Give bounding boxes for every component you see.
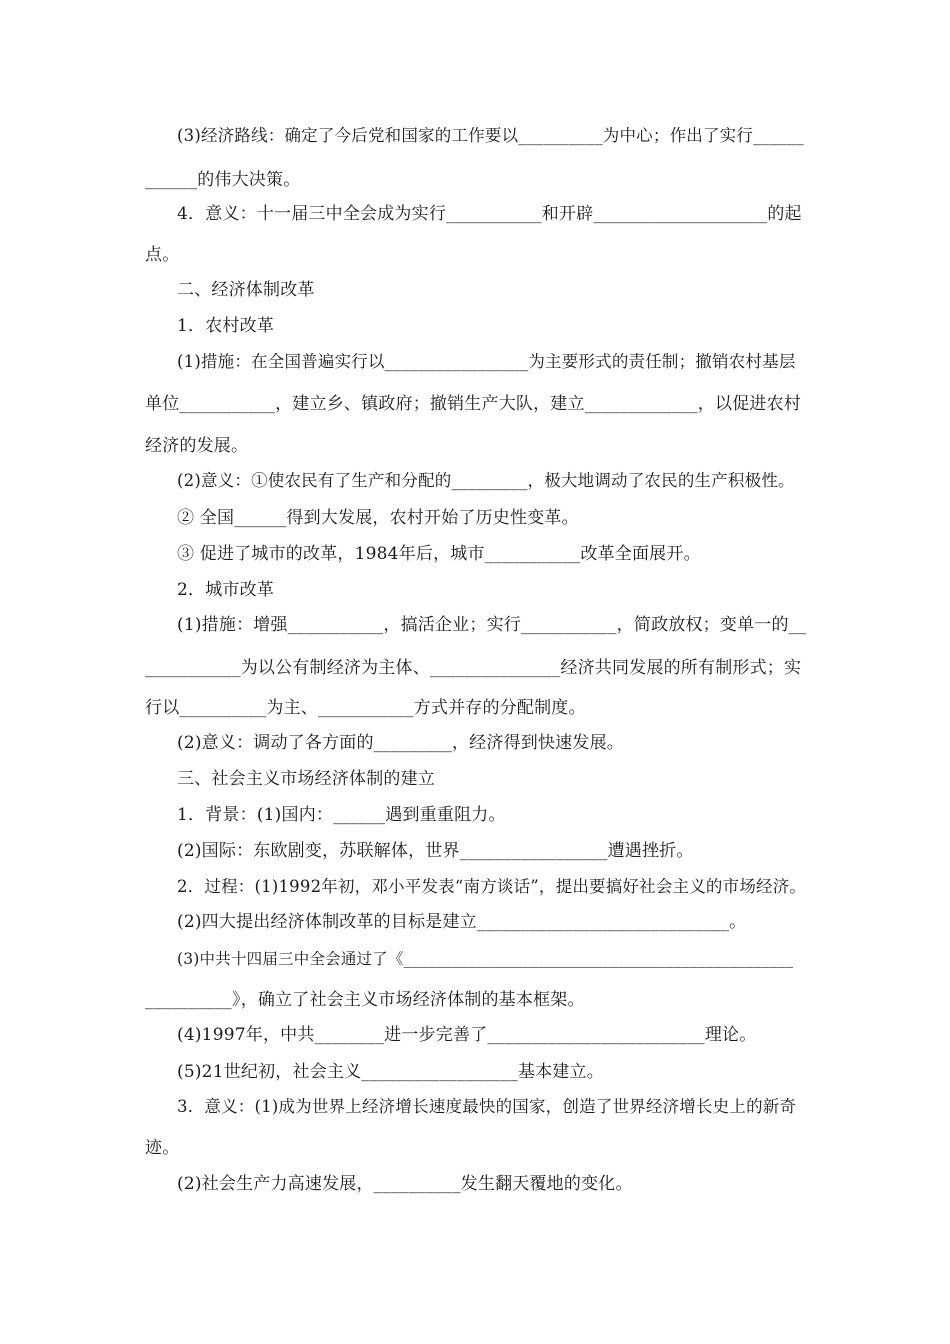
section-heading: 二、经济体制改革 bbox=[177, 280, 315, 300]
text-line: (5)21世纪初，社会主义__________________基本建立。 bbox=[177, 1062, 604, 1082]
text-line: 2．过程：(1)1992年初，邓小平发表“南方谈话”，提出要搞好社会主义的市场经济。 bbox=[177, 877, 807, 896]
text-line: __________》，确立了社会主义市场经济体制的基本框架。 bbox=[145, 990, 585, 1010]
subsection-heading: 1．农村改革 bbox=[177, 316, 275, 336]
text-line: 经济的发展。 bbox=[145, 436, 249, 456]
text-line: (2)国际：东欧剧变，苏联解体，世界_________________遭遇挫折。 bbox=[177, 841, 694, 861]
text-line: ___________为以公有制经济为主体、_______________经济共同发展的所有制形式；实 bbox=[145, 658, 802, 678]
text-line: 3．意义：(1)成为世界上经济增长速度最快的国家，创造了世界经济增长史上的新奇 bbox=[177, 1097, 797, 1116]
text-line: (1)措施：增强___________，搞活企业；实行___________，简政放权；变单一的__ bbox=[177, 615, 807, 635]
text-line: 4．意义：十一届三中全会成为实行___________和开辟____________________的起 bbox=[177, 204, 802, 224]
text-line: (2)意义：调动了各方面的_________，经济得到快速发展。 bbox=[177, 733, 624, 753]
text-line: (1)措施：在全国普遍实行以_________________为主要形式的责任制；撤销农村基层 bbox=[177, 352, 796, 371]
section-heading: 三、社会主义市场经济体制的建立 bbox=[177, 769, 435, 789]
text-line: ③ 促进了城市的改革，1984年后，城市___________改革全面展开。 bbox=[177, 544, 701, 564]
text-line: 单位___________，建立乡、镇政府；撤销生产大队，建立_____________，以促进农村 bbox=[145, 394, 801, 414]
text-line: (2)意义：①使农民有了生产和分配的_________，极大地调动了农民的生产积极性。 bbox=[177, 471, 795, 490]
text-line: (3)中共十四届三中全会通过了《_________________________________________________ bbox=[177, 950, 794, 968]
text-line: (3)经济路线：确定了今后党和国家的工作要以__________为中心；作出了实行______ bbox=[177, 126, 804, 145]
text-line: (4)1997年，中共________进一步完善了_________________________理论。 bbox=[177, 1025, 757, 1045]
text-line: 点。 bbox=[145, 245, 180, 265]
text-line: ② 全国______得到大发展，农村开始了历史性变革。 bbox=[177, 508, 579, 528]
text-line: ______的伟大决策。 bbox=[145, 170, 301, 190]
subsection-heading: 2．城市改革 bbox=[177, 580, 275, 600]
text-line: (2)社会生产力高速发展，__________发生翻天覆地的变化。 bbox=[177, 1174, 633, 1194]
text-line: 迹。 bbox=[145, 1138, 180, 1158]
text-line: (2)四大提出经济体制改革的目标是建立_____________________________。 bbox=[177, 912, 747, 932]
text-line: 1．背景：(1)国内：______遇到重重阻力。 bbox=[177, 805, 506, 825]
text-line: 行以__________为主、___________方式并存的分配制度。 bbox=[145, 698, 586, 718]
